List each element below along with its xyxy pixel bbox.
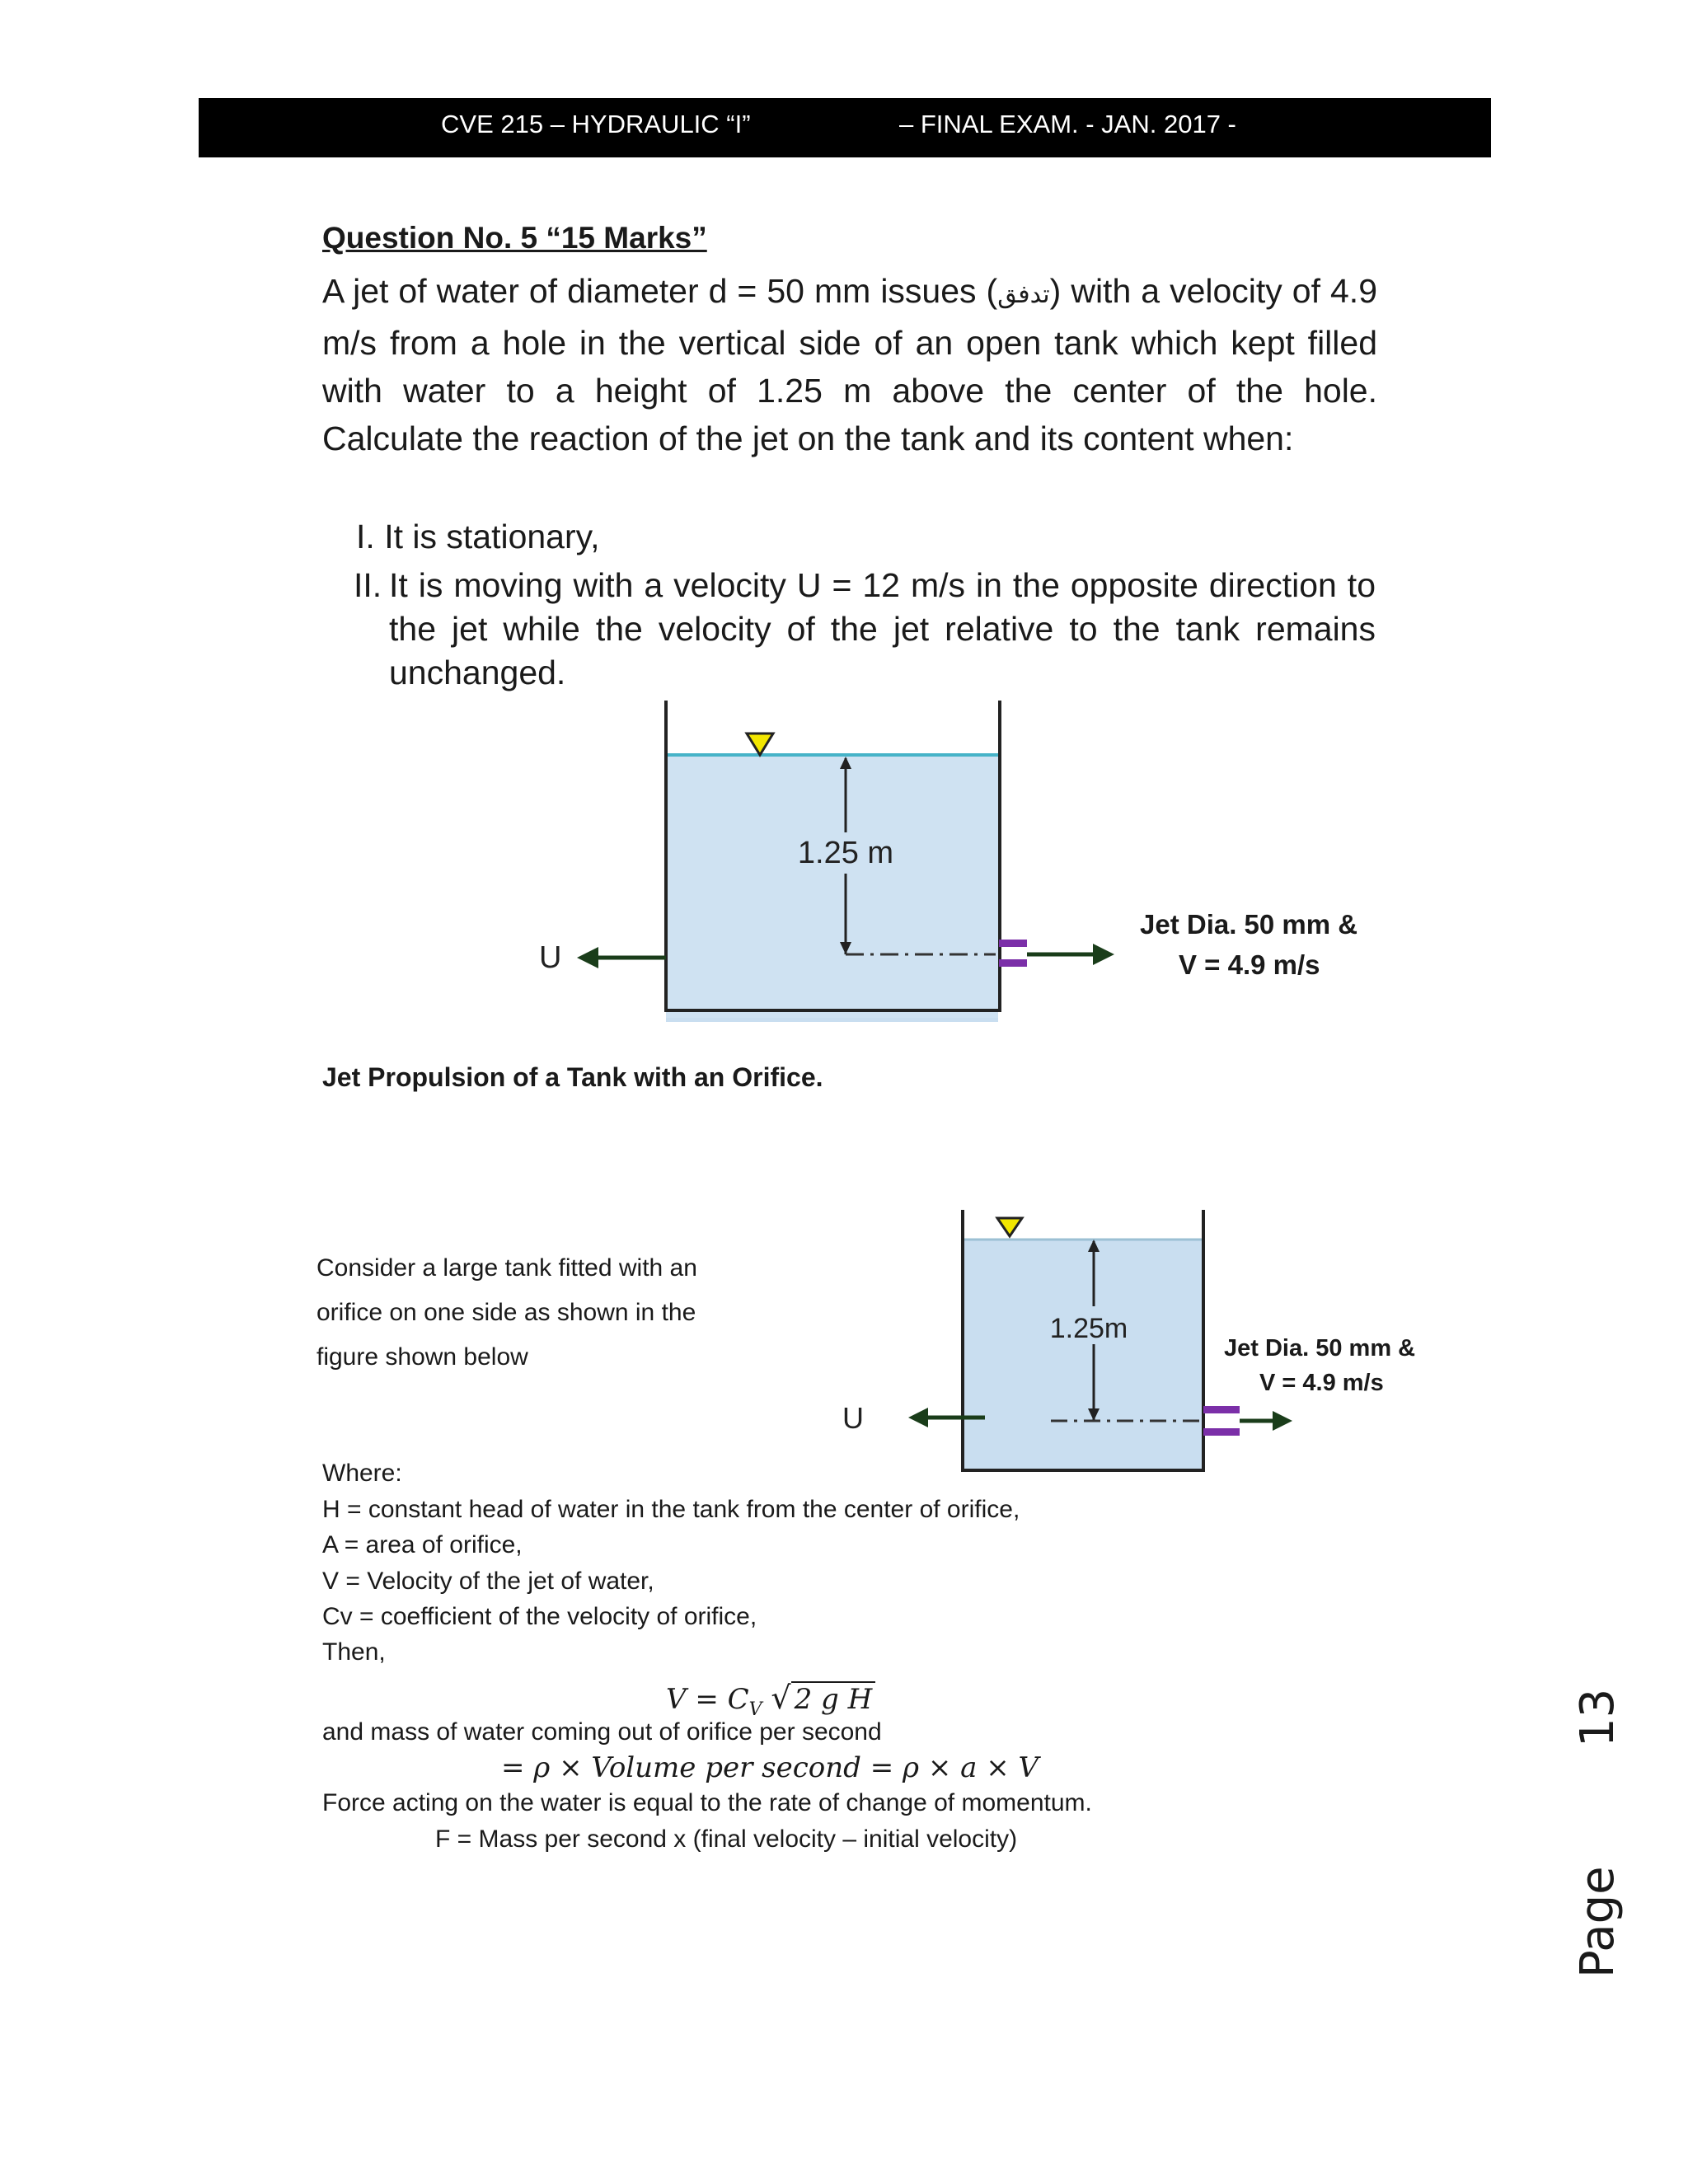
height-label: 1.25m <box>1049 1313 1128 1344</box>
item-text: It is moving with a velocity U = 12 m/s in the opposite direction to the jet while the velocity of the jet relative to the tank remains unchanged. <box>389 566 1376 691</box>
sqrt-icon: √ <box>771 1680 791 1716</box>
definition-line: A = area of orifice, <box>322 1531 523 1558</box>
list-item <box>356 515 599 559</box>
page-number: 13 <box>1571 1688 1625 1747</box>
tank-diagram-1 <box>495 692 1154 1022</box>
velocity-equation-radicand: 2 g H <box>791 1681 876 1716</box>
velocity-equation <box>666 1680 875 1720</box>
mass-equation: = ρ × Volume per second = ρ × a × V <box>501 1751 1039 1784</box>
water-body <box>666 754 998 1018</box>
jet-label-line2: V = 4.9 m/s <box>1179 949 1320 980</box>
free-surface-marker-icon <box>997 1218 1022 1236</box>
force-line: Force acting on the water is equal to the rate of change of momentum. <box>322 1789 1092 1816</box>
arabic-term: تدفق <box>997 280 1050 309</box>
list-item <box>354 564 1376 695</box>
velocity-equation-lhs: V = C <box>666 1683 749 1716</box>
page-word: Page <box>1571 1866 1625 1978</box>
figure-caption: Jet Propulsion of a Tank with an Orifice. <box>322 1062 823 1092</box>
force-equation: F = Mass per second x (final velocity – initial velocity) <box>435 1825 1018 1853</box>
height-label: 1.25 m <box>797 836 894 870</box>
orifice-lip <box>999 959 1027 967</box>
orifice-lip <box>1203 1406 1240 1413</box>
question-body <box>322 267 1377 462</box>
water-body <box>964 1428 1202 1469</box>
figure2-description-line: Consider a large tank fitted with an <box>316 1254 697 1282</box>
header-bar <box>199 98 1491 157</box>
jet-label-line2: V = 4.9 m/s <box>1259 1370 1384 1396</box>
question-body-end: ) with a velocity of 4.9 m/s from a hole in the vertical side of an open tank which kept filled with water to a height of 1.25 m above the center of the hole. Calculate the reaction of the jet on the tank and its content when: <box>322 272 1377 457</box>
arrow-left-icon <box>577 947 598 968</box>
velocity-equation-subscript: V <box>748 1699 762 1720</box>
orifice-lip <box>1203 1428 1240 1436</box>
jet-label-line1: Jet Dia. 50 mm & <box>1224 1335 1416 1361</box>
jet-label-line1: Jet Dia. 50 mm & <box>1140 909 1358 940</box>
exam-title: – FINAL EXAM. - JAN. 2017 - <box>899 110 1236 138</box>
u-label: U <box>842 1401 864 1435</box>
item-number: II. <box>354 566 382 604</box>
figure2-description-line: orifice on one side as shown in the <box>316 1299 696 1326</box>
arrow-right-icon <box>1093 944 1114 965</box>
figure2-description-line: figure shown below <box>316 1343 528 1371</box>
definition-line: Then, <box>322 1638 386 1666</box>
definition-line: V = Velocity of the jet of water, <box>322 1568 654 1595</box>
orifice-lip <box>999 940 1027 947</box>
where-heading: Where: <box>322 1460 402 1487</box>
definition-line: Cv = coefficient of the velocity of orifice, <box>322 1603 757 1630</box>
u-label: U <box>539 940 562 975</box>
arrow-left-icon <box>908 1408 928 1427</box>
mass-line: and mass of water coming out of orifice per second <box>322 1718 882 1746</box>
question-body-start: A jet of water of diameter d = 50 mm issues ( <box>322 272 998 310</box>
item-number: I. <box>356 518 375 555</box>
course-title: CVE 215 – HYDRAULIC “I” <box>441 110 751 138</box>
item-text: It is stationary, <box>384 518 600 555</box>
free-surface-marker-icon <box>747 733 773 755</box>
question-title: Question No. 5 “15 Marks” <box>322 221 707 255</box>
arrow-right-icon <box>1273 1411 1292 1431</box>
definition-line: H = constant head of water in the tank from the center of orifice, <box>322 1496 1020 1523</box>
